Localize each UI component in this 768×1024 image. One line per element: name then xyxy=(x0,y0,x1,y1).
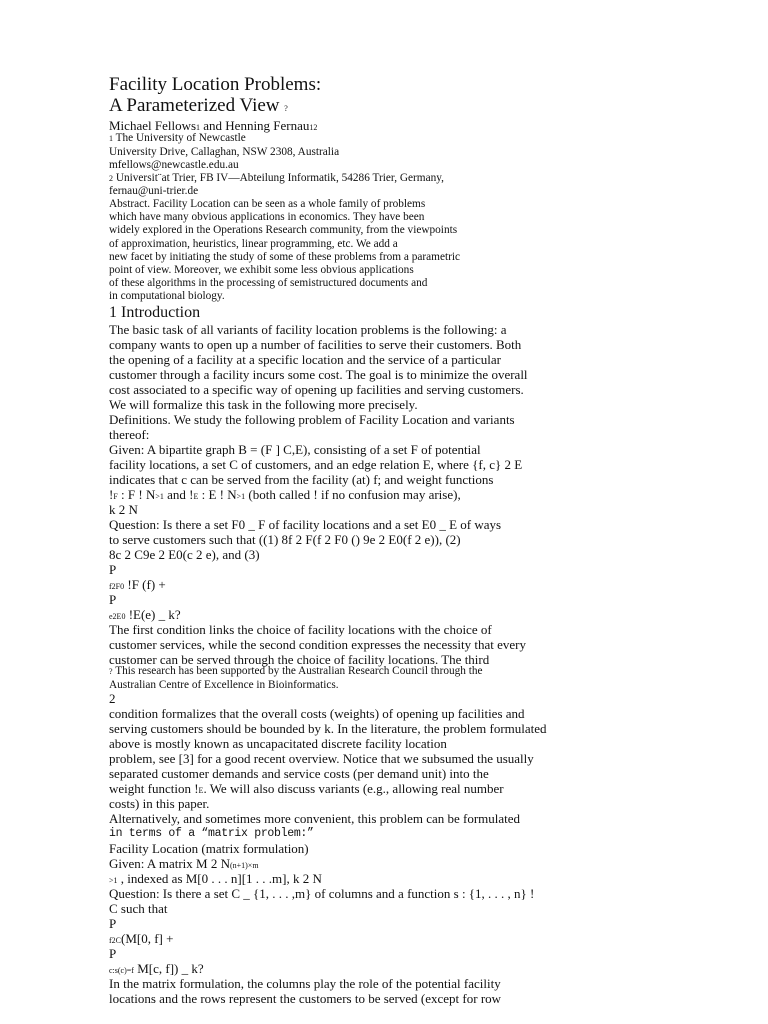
body-line: in terms of a “matrix problem:” xyxy=(109,827,314,840)
body-line: condition formalizes that the overall costs (weights) of opening up facilities and xyxy=(109,706,525,721)
page-number: 2 xyxy=(109,691,116,706)
body-line: Given: A bipartite graph B = (F ] C,E), consisting of a set F of potential xyxy=(109,442,481,457)
affiliation-1-name: 1 The University of Newcastle xyxy=(109,132,246,144)
body-line: separated customer demands and service costs (per demand unit) into the xyxy=(109,766,489,781)
affiliation-2-name: 2 Universit¨at Trier, FB IV—Abteilung Informatik, 54286 Trier, Germany, xyxy=(109,172,444,184)
body-line: to serve customers such that ((1) 8f 2 F(f 2 F0 () 9e 2 E0(f 2 e)), (2) xyxy=(109,532,461,547)
body-line: customer through a facility incurs some cost. The goal is to minimize the overall xyxy=(109,367,528,382)
title-footnote-mark: ? xyxy=(284,104,288,113)
body-line: Question: Is there a set F0 _ F of facility locations and a set E0 _ E of ways xyxy=(109,517,502,532)
body-line: In the matrix formulation, the columns play the role of the potential facility xyxy=(109,976,501,991)
abstract-line: Abstract. Facility Location can be seen as a whole family of problems xyxy=(109,198,426,210)
body-line: problem, see [3] for a good recent overview. Notice that we subsumed the usually xyxy=(109,751,534,766)
body-line: company wants to open up a number of facilities to serve their customers. Both xyxy=(109,337,522,352)
body-line: We will formalize this task in the following more precisely. xyxy=(109,397,418,412)
section-heading-introduction: 1 Introduction xyxy=(109,304,201,321)
abstract-line: point of view. Moreover, we exhibit some less obvious applications xyxy=(109,264,414,276)
sum-expression: e2E0 !E(e) _ k? xyxy=(109,607,181,622)
body-line: customer can be served through the choice of facility locations. The third xyxy=(109,652,490,667)
abstract-line: of approximation, heuristics, linear programming, etc. We add a xyxy=(109,238,398,250)
sum-expression: f2C(M[0, f] + xyxy=(109,931,174,946)
body-line: locations and the rows represent the customers to be served (except for row xyxy=(109,991,502,1006)
problem-name: Facility Location (matrix formulation) xyxy=(109,841,309,856)
paper-title: Facility Location Problems: xyxy=(109,74,322,95)
body-line: facility locations, a set C of customers, and an edge relation E, where {f, c} 2 E xyxy=(109,457,523,472)
body-line: Alternatively, and sometimes more convenient, this problem can be formulated xyxy=(109,811,521,826)
footnote: ? This research has been supported by the Australian Research Council through the xyxy=(109,665,483,677)
sum-symbol: P xyxy=(109,592,117,607)
paper-title-line2: A Parameterized View ? xyxy=(109,95,288,116)
sum-symbol: P xyxy=(109,562,117,577)
sum-expression: c:s(c)=f M[c, f]) _ k? xyxy=(109,961,204,976)
body-line: Question: Is there a set C _ {1, . . . ,m} of columns and a function s : {1, . . . , n} ! xyxy=(109,886,535,901)
body-line: costs) in this paper. xyxy=(109,796,210,811)
affiliation-1-address: University Drive, Callaghan, NSW 2308, Australia xyxy=(109,146,340,158)
body-line: indicates that c can be served from the facility (at) f; and weight functions xyxy=(109,472,494,487)
given-matrix-line: Given: A matrix M 2 N(n+1)×m xyxy=(109,856,259,871)
weight-functions-line: !F : F ! N>1 and !E : E ! N>1 (both called ! if no confusion may arise), xyxy=(109,487,461,502)
abstract-line: in computational biology. xyxy=(109,290,225,302)
authors: Michael Fellows1 and Henning Fernau12 xyxy=(109,118,318,133)
sum-symbol: P xyxy=(109,916,117,931)
affiliation-1-email: mfellows@newcastle.edu.au xyxy=(109,159,239,171)
body-line: C such that xyxy=(109,901,168,916)
body-line: customer services, while the second condition expresses the necessity that every xyxy=(109,637,526,652)
body-line: k 2 N xyxy=(109,502,138,517)
body-line: 8c 2 C9e 2 E0(c 2 e), and (3) xyxy=(109,547,260,562)
affiliation-2-email: fernau@uni-trier.de xyxy=(109,185,199,197)
weight-function-line: weight function !E. We will also discuss variants (e.g., allowing real number xyxy=(109,781,504,796)
body-line: cost associated to a specific way of opening up facilities and serving customers. xyxy=(109,382,524,397)
body-line: Definitions. We study the following problem of Facility Location and variants xyxy=(109,412,515,427)
body-line: serving customers should be bounded by k. In the literature, the problem formulated xyxy=(109,721,547,736)
body-line: above is mostly known as uncapacitated discrete facility location xyxy=(109,736,447,751)
body-line: thereof: xyxy=(109,427,150,442)
sum-symbol: P xyxy=(109,946,117,961)
body-line: The basic task of all variants of facility location problems is the following: a xyxy=(109,322,507,337)
body-line: The first condition links the choice of facility locations with the choice of xyxy=(109,622,492,637)
abstract-line: widely explored in the Operations Research community, from the viewpoints xyxy=(109,224,458,236)
body-line: the opening of a facility at a specific location and the service of a particular xyxy=(109,352,501,367)
index-line: >1 , indexed as M[0 . . . n][1 . . .m], k 2 N xyxy=(109,871,322,886)
abstract-line: new facet by initiating the study of some of these problems from a parametric xyxy=(109,251,461,263)
abstract-line: which have many obvious applications in economics. They have been xyxy=(109,211,425,223)
sum-expression: f2F0 !F (f) + xyxy=(109,577,166,592)
footnote-line: Australian Centre of Excellence in Bioinformatics. xyxy=(109,679,339,691)
abstract-line: of these algorithms in the processing of semistructured documents and xyxy=(109,277,428,289)
